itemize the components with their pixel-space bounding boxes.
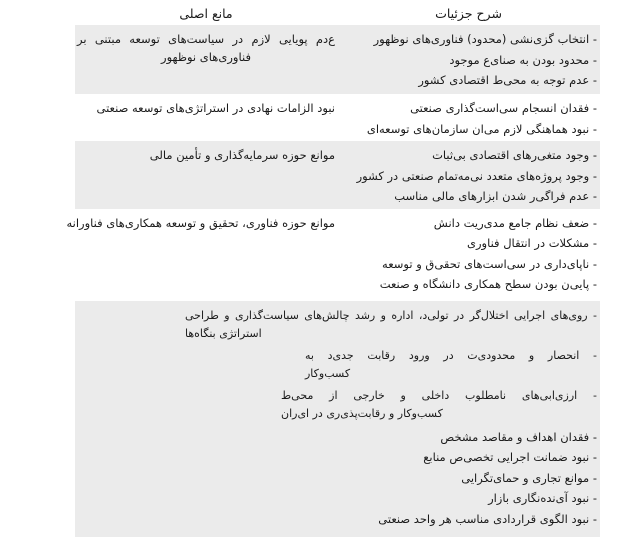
detail-line: کسب‌وکار و رقابت‌پذی‌ری در ای‌ران: [281, 405, 597, 423]
details-cell: [337, 25, 600, 94]
detail-item: - فقدان انسجام سی‌است‌گذاری صنعتی: [337, 98, 597, 119]
detail-item: - عدم توجه به محی‌ط اقتصادی کشور: [337, 70, 597, 91]
details-cell: [337, 209, 600, 301]
obstacle-text: نبود الزامات نهادی در استراتژی‌های توسعه صنعتی: [77, 99, 335, 117]
details-column-header: شرح جزئیات: [337, 0, 600, 25]
obstacle-cell: [75, 25, 337, 94]
details-cell: [337, 141, 600, 209]
obstacle-cell: [75, 94, 337, 141]
obstacle-cell: [75, 209, 337, 301]
table-header-row: [75, 0, 600, 25]
detail-item: - انتخاب گزی‌نشی (محدود) فناوری‌های نوظهور: [337, 29, 597, 50]
detail-item: - ضعف نظام جامع مدی‌ریت دانش: [337, 213, 597, 234]
obstacle-text: موانع حوزه فناوری، تحقیق و توسعه همکاری‌های فناورانه: [77, 214, 335, 232]
barriers-table: [75, 0, 600, 537]
detail-item: - مشکلات در انتقال فناوری: [337, 233, 597, 254]
detail-item: - موانع تجاری و حمای‌تگرایی: [75, 468, 597, 489]
obstacle-text-line: فناوری‌های نوظهور: [77, 48, 335, 66]
table-row: [75, 209, 600, 301]
detail-item: - روی‌های اجرایی اختلال‌گر در تولی‌د، اداره و رشد چالش‌های سیاست‌گذاری و طراحی استراتژی بنگاه‌ها: [185, 307, 597, 343]
detail-item: - نبود آی‌نده‌نگاری بازار: [75, 488, 597, 509]
detail-line: - انحصار و محدودی‌ت در ورود رقابت جدی‌د به: [305, 347, 597, 365]
detail-item: - نبود الگوی قراردادی مناسب هر واحد صنعتی: [75, 509, 597, 530]
obstacle-text-line: ع‌دم پویایی لازم در سیاست‌های توسعه مبتنی بر: [77, 30, 335, 48]
detail-item: - پایی‌ن بودن سطح همکاری دانشگاه و صنعت: [337, 274, 597, 295]
table-row: [75, 94, 600, 141]
detail-item: - نبود ضمانت اجرایی تخصی‌ص منابع: [75, 447, 597, 468]
detail-item: - نبود هماهنگی لازم می‌ان سازمان‌های توسعه‌ای: [337, 119, 597, 140]
detail-item: - ناپای‌داری در سی‌است‌های تحقی‌ق و توسعه: [337, 254, 597, 275]
detail-item: - عدم فراگی‌ر شدن ابزارهای مالی مناسب: [337, 186, 597, 207]
table-row: [75, 141, 600, 209]
details-cell: [337, 94, 600, 141]
obstacle-column-header: مانع اصلی: [75, 0, 337, 25]
detail-item: - وجود متغی‌رهای اقتصادی بی‌ثبات: [337, 145, 597, 166]
table-row: [75, 301, 600, 537]
detail-item: [281, 387, 597, 423]
table-row: [75, 25, 600, 94]
detail-item: - محدود بودن به صنای‌ع موجود: [337, 50, 597, 71]
detail-item: [305, 347, 597, 383]
detail-item: - وجود پروژه‌های متعدد نی‌مه‌تمام صنعتی در کشور: [337, 166, 597, 187]
detail-line: کسب‌وکار: [305, 365, 597, 383]
obstacle-cell: [75, 141, 337, 209]
detail-item: - فقدان اهداف و مقاصد مشخص: [75, 427, 597, 448]
detail-line: - ارزی‌ابی‌های نامطلوب داخلی و خارجی از محی‌ط: [281, 387, 597, 405]
obstacle-text: موانع حوزه سرمایه‌گذاری و تأمین مالی: [77, 146, 335, 164]
